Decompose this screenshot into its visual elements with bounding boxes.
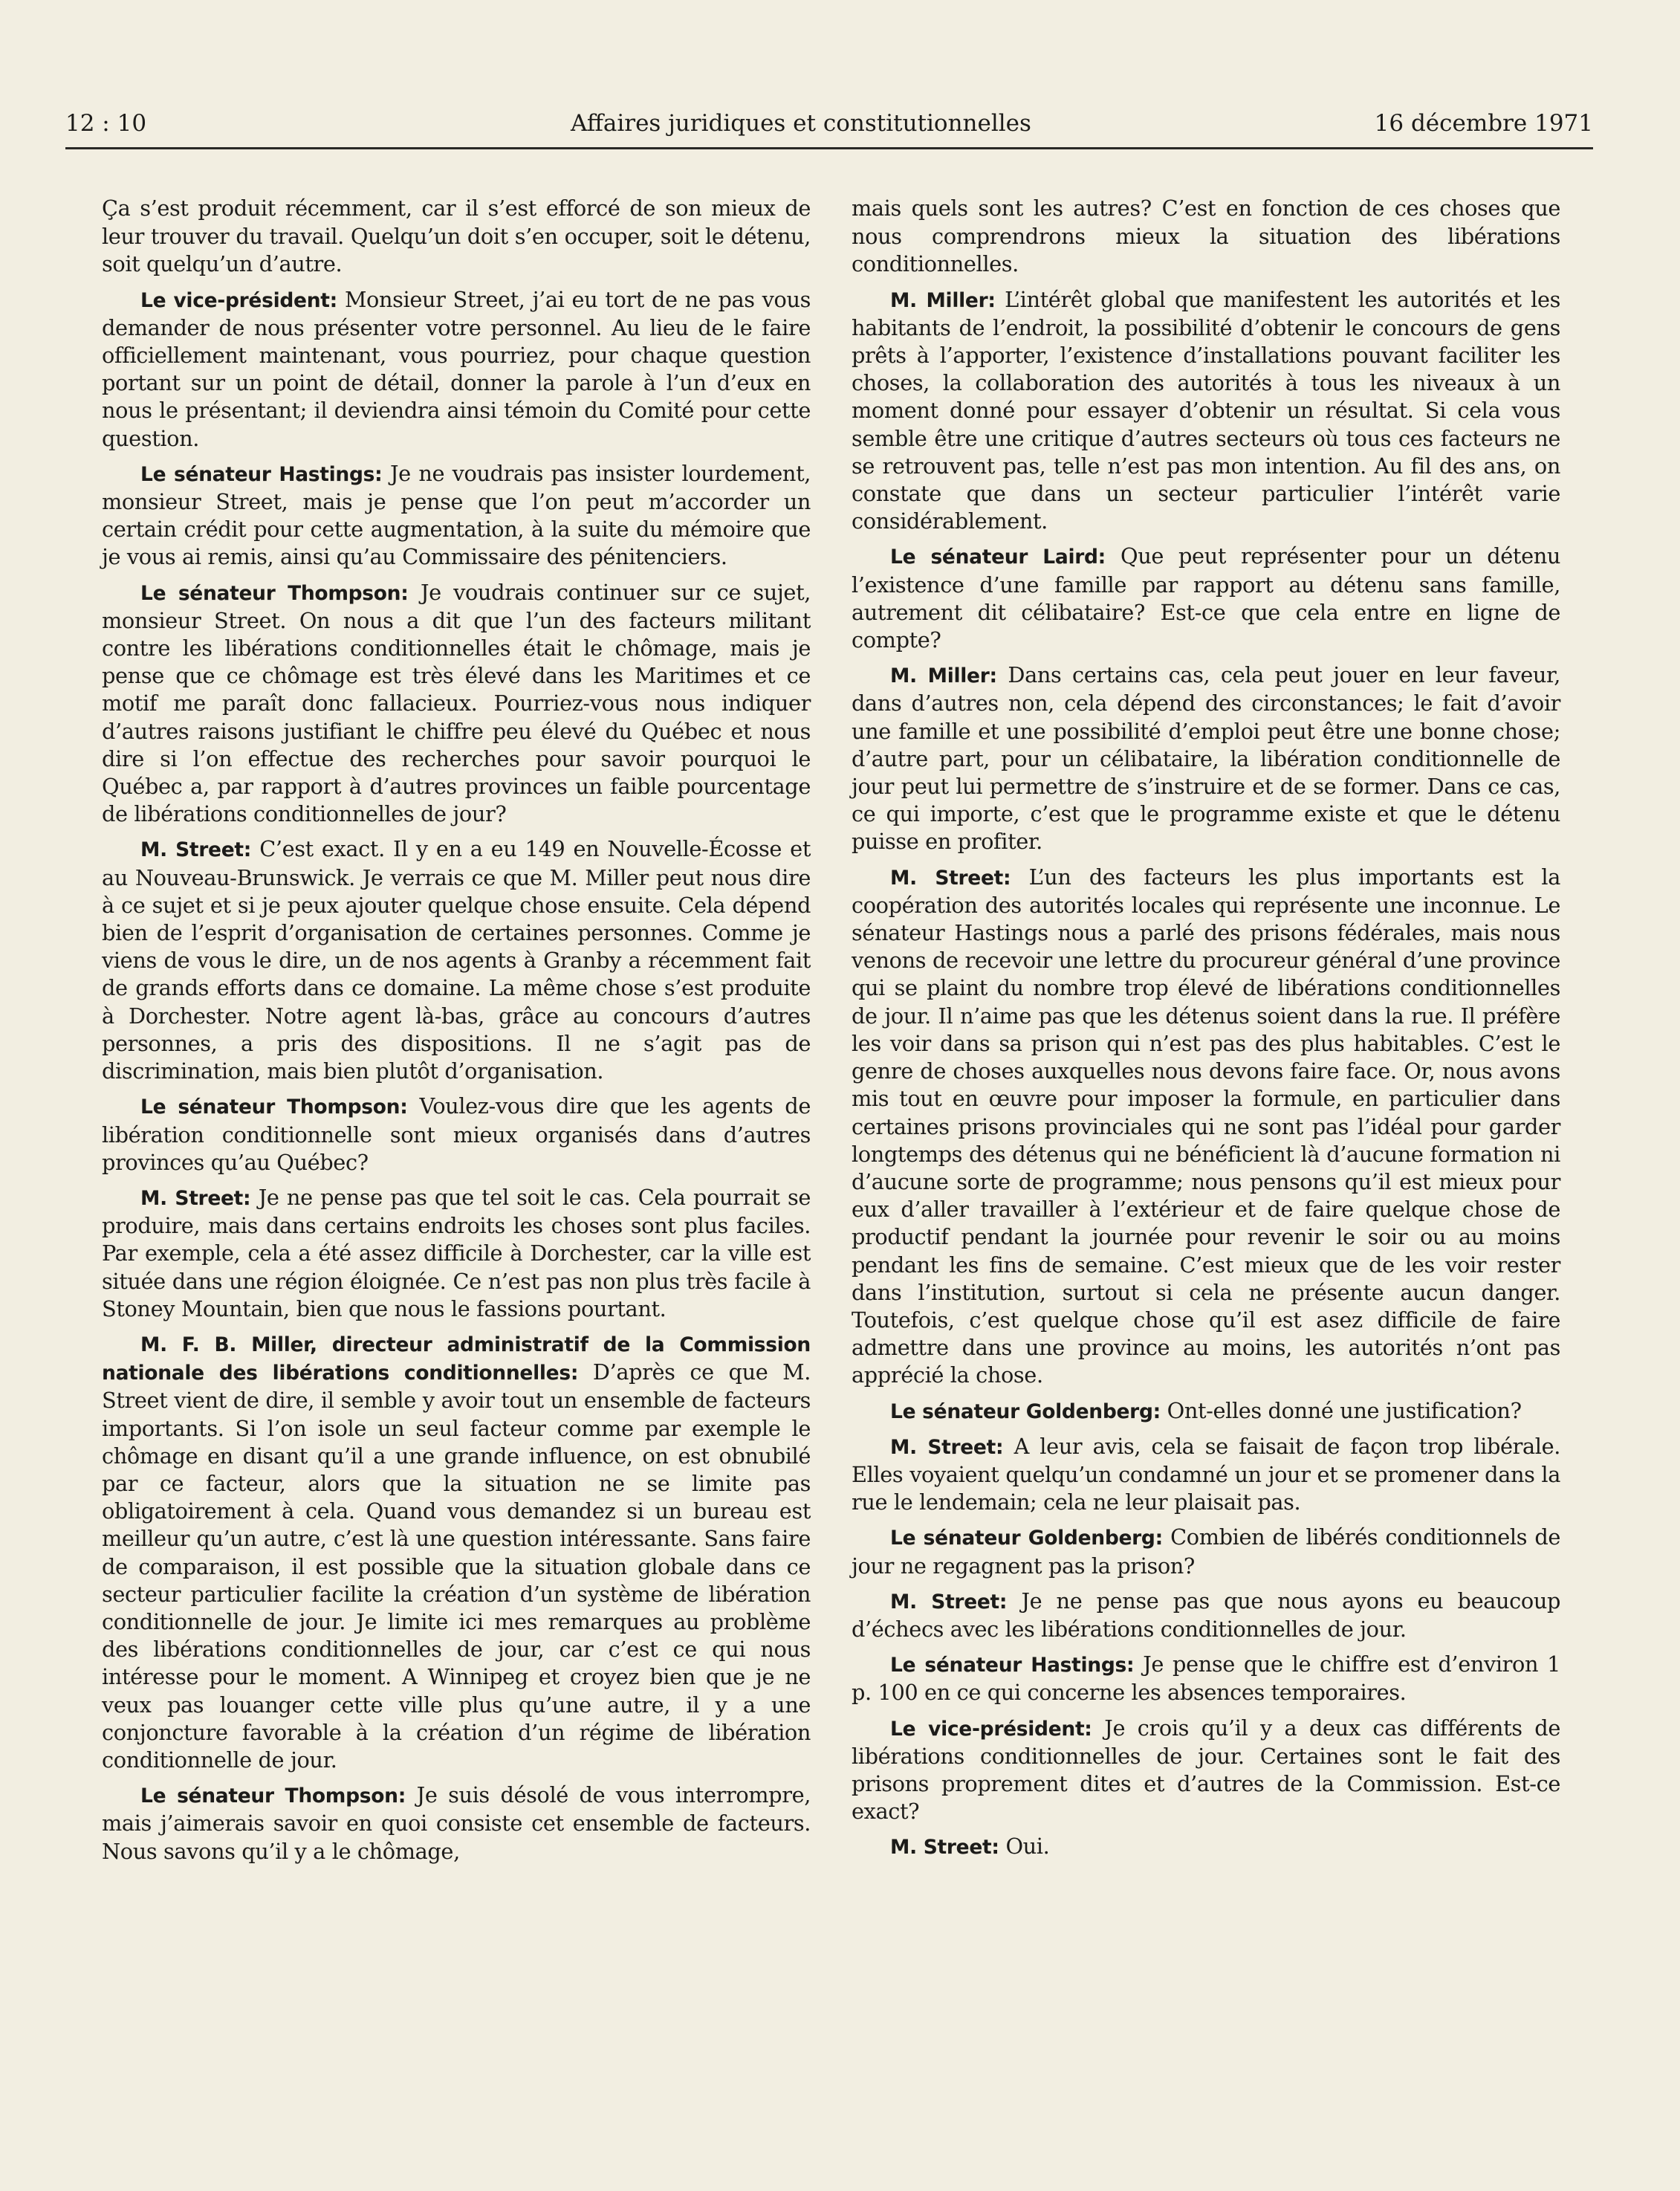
paragraph [852, 1833, 1560, 1861]
speech-text: A leur avis, cela se faisait de façon trop libérale. Elles voyaient quelqu’un condamné un jour et se promener dans la rue le lendemain; cela ne leur plaisait pas. [852, 1433, 1560, 1515]
speech-text: L’intérêt global que manifestent les autorités et les habitants de l’endroit, la possibilité d’obtenir le concours de gens prêts à l’apporter, l’existence d’installations pouvant faciliter les choses, la collaboration des autorités à tous les niveaux à un moment donné pour essayer d’obtenir un résultat. Si cela vous semble être une critique d’autres secteurs où tous ces facteurs ne se retrouvent pas, telle n’est pas mon intention. Au fil des ans, on constate que dans un secteur particulier l’intérêt varie considérablement. [852, 286, 1560, 534]
speaker-name: M. Street: [890, 1435, 1004, 1459]
speech-text: mais quels sont les autres? C’est en fonction de ces choses que nous comprendrons mieux la situation des libérations conditionnelles. [852, 195, 1560, 277]
paragraph [102, 1184, 811, 1323]
speaker-name: Le sénateur Thompson: [140, 581, 409, 605]
paragraph [102, 1093, 811, 1177]
speech-text: Je crois qu’il y a deux cas différents de libérations conditionnelles de jour. Certaines sont le fait des prisons proprement dites et d’autres de la Commission. Est-ce exact? [852, 1715, 1560, 1825]
paragraph [852, 1397, 1560, 1425]
paragraph [102, 195, 811, 279]
speaker-name: M. Street: [140, 1186, 251, 1210]
speaker-name: M. Street: [140, 838, 252, 862]
speech-text: Je pense que le chiffre est d’environ 1 p. 100 en ce qui concerne les absences temporaires. [852, 1651, 1560, 1706]
running-title: Affaires juridiques et constitutionnelles [571, 110, 1031, 137]
paragraph [852, 1588, 1560, 1643]
paragraph [852, 864, 1560, 1390]
paragraph [852, 1715, 1560, 1826]
right-column [852, 195, 1560, 1869]
paragraph [102, 1781, 811, 1865]
speaker-name: Le sénateur Hastings: [140, 462, 383, 486]
paragraph [102, 460, 811, 572]
paragraph [852, 195, 1560, 279]
page-header [65, 106, 1593, 149]
page-number: 12 : 10 [65, 110, 147, 137]
paragraph [102, 286, 811, 453]
speaker-name: Le vice-président: [890, 1717, 1092, 1741]
speech-text: Je ne pense pas que nous ayons eu beaucoup d’échecs avec les libérations conditionnelles de jour. [852, 1588, 1560, 1642]
speaker-name: Le sénateur Goldenberg: [890, 1399, 1161, 1423]
speech-text: Ça s’est produit récemment, car il s’est efforcé de son mieux de leur trouver du travail. Quelqu’un doit s’en occuper, soit le détenu, soit quelqu’un d’autre. [102, 195, 811, 277]
speaker-name: M. Street: [890, 866, 1011, 890]
speech-text: Je ne pense pas que tel soit le cas. Cela pourrait se produire, mais dans certains endroits les choses sont plus faciles. Par exemple, cela a été assez difficile à Dorchester, car la ville est située dans une région éloignée. Ce n’est pas non plus très facile à Stoney Mountain, bien que nous le fassions pourtant. [102, 1184, 811, 1321]
paragraph [852, 1433, 1560, 1517]
speech-text: Dans certains cas, cela peut jouer en leur faveur, dans d’autres non, cela dépend des circonstances; le fait d’avoir une famille et une possibilité d’emploi peut être une bonne chose; d’autre part, pour un célibataire, la libération conditionnelle de jour peut lui permettre de s’instruire et de se former. Dans ce cas, ce qui importe, c’est que le programme existe et que le détenu puisse en profiter. [852, 662, 1560, 855]
paragraph [852, 1524, 1560, 1579]
speech-text: Monsieur Street, j’ai eu tort de ne pas vous demander de nous présenter votre personnel. Au lieu de le faire officiellement maintenant, vous pourriez, pour chaque question portant sur un point de détail, donner la parole à l’un d’eux en nous le présentant; il deviendra ainsi témoin du Comité pour cette question. [102, 286, 811, 451]
speaker-name: Le sénateur Hastings: [890, 1654, 1135, 1677]
speech-text: Ont-elles donné une justification? [1160, 1397, 1522, 1423]
paragraph [102, 1330, 811, 1774]
speaker-name: M. F. B. Miller, directeur administratif de la Commission nationale des libérations conditionnelles: [102, 1333, 811, 1385]
speaker-name: M. Street: [890, 1836, 999, 1860]
speaker-name: Le sénateur Laird: [890, 546, 1106, 569]
paragraph [852, 286, 1560, 536]
speech-text: L’un des facteurs les plus importants est la coopération des autorités locales qui représente une inconnue. Le sénateur Hastings nous a parlé des prisons fédérales, mais nous venons de recevoir une lettre du procureur général d’une province qui se plaint du nombre trop élevé de libérations conditionnelles de jour. Il n’aime pas que les détenus soient dans la rue. Il préfère les voir dans sa prison qui n’est pas des plus habitables. C’est le genre de choses auxquelles nous devons faire face. Or, nous avons mis tout en œuvre pour imposer la formule, en particulier dans certaines prisons provinciales qui ne sont pas l’idéal pour garder longtemps des détenus qui ne bénéficient là d’aucune formation ni d’aucune sorte de programme; nous pensons qu’il est mieux pour eux d’aller travailler à l’extérieur et de faire quelque chose de productif pendant la journée pour revenir le soir ou au moins pendant les fins de semaine. C’est mieux que de les voir rester dans l’institution, surtout si cela ne présente aucun danger. Toutefois, c’est quelque chose qu’il est asez difficile de faire admettre dans une province au moins, les autorités n’ont pas apprécié la chose. [852, 864, 1560, 1388]
speaker-name: Le vice-président: [140, 288, 337, 312]
speaker-name: M. Miller: [890, 288, 996, 312]
speech-text: Combien de libérés conditionnels de jour ne regagnent pas la prison? [852, 1524, 1561, 1579]
paragraph [852, 661, 1560, 855]
speech-text: Je ne voudrais pas insister lourdement, monsieur Street, mais je pense que l’on peut m’accorder un certain crédit pour cette augmentation, à la suite du mémoire que je vous ai remis, ainsi qu’au Commissaire des pénitenciers. [102, 460, 811, 570]
speaker-name: Le sénateur Thompson: [140, 1096, 408, 1119]
speech-text: Voulez-vous dire que les agents de libération conditionnelle sont mieux organisés dans d’autres provinces qu’au Québec? [102, 1093, 811, 1175]
left-column [102, 195, 811, 1873]
speech-text: Oui. [999, 1834, 1050, 1860]
speaker-name: M. Street: [890, 1590, 1008, 1614]
paragraph [102, 579, 811, 829]
speaker-name: M. Miller: [890, 664, 997, 688]
speech-text: D’après ce que M. Street vient de dire, il semble y avoir tout un ensemble de facteurs importants. Si l’on isole un seul facteur comme par exemple le chômage en disant qu’il a une grande influence, on est obnubilé par ce facteur, alors que la situation ne se limite pas obligatoirement à cela. Quand vous demandez si un bureau est meilleur qu’un autre, c’est là une question intéressante. Sans faire de comparaison, il est possible que la situation globale dans ce secteur particulier facilite la création d’un système de libération conditionnelle de jour. Je limite ici mes remarques au problème des libérations conditionnelles de jour, car c’est ce qui nous intéresse pour le moment. A Winnipeg et croyez bien que je ne veux pas louanger cette ville plus qu’une autre, il y a une conjoncture favorable à la création d’un régime de libération conditionnelle de jour. [102, 1359, 811, 1773]
paragraph [102, 835, 811, 1085]
speech-text: Je voudrais continuer sur ce sujet, monsieur Street. On nous a dit que l’un des facteurs militant contre les libérations conditionnelles était le chômage, mais je pense que ce chômage est très élevé dans les Maritimes et ce motif me paraît donc fallacieux. Pourriez-vous nous indiquer d’autres raisons justifiant le chiffre peu élevé du Québec et nous dire si l’on effectue des recherches pour savoir pourquoi le Québec a, par rapport à d’autres provinces un faible pourcentage de libérations conditionnelles de jour? [102, 579, 811, 827]
paragraph [852, 1651, 1560, 1706]
speaker-name: Le sénateur Goldenberg: [890, 1527, 1163, 1550]
paragraph [852, 543, 1560, 654]
header-date: 16 décembre 1971 [1374, 110, 1593, 137]
speech-text: Que peut représenter pour un détenu l’existence d’une famille par rapport au détenu sans famille, autrement dit célibataire? Est-ce que cela entre en ligne de compte? [852, 543, 1560, 653]
speech-text: Je suis désolé de vous interrompre, mais j’aimerais savoir en quoi consiste cet ensemble de facteurs. Nous savons qu’il y a le chômage, [102, 1782, 811, 1864]
speech-text: C’est exact. Il y en a eu 149 en Nouvelle-Écosse et au Nouveau-Brunswick. Je verrais ce que M. Miller peut nous dire à ce sujet et si je peux ajouter quelque chose ensuite. Cela dépend bien de l’esprit d’organisation de certaines personnes. Comme je viens de vous le dire, un de nos agents à Granby a récemment fait de grands efforts dans ce domaine. La même chose s’est produite à Dorchester. Notre agent là-bas, grâce au concours d’autres personnes, a pris des dispositions. Il ne s’agit pas de discrimination, mais bien plutôt d’organisation. [102, 836, 811, 1084]
speaker-name: Le sénateur Thompson: [140, 1784, 406, 1808]
